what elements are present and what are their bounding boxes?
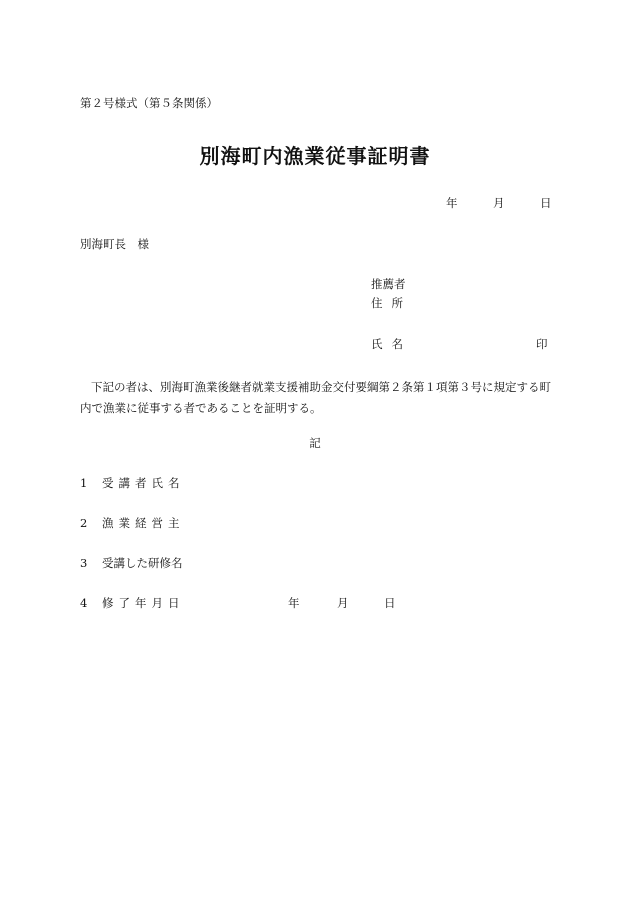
item-label-trainee-name: 受講者氏名	[102, 476, 185, 490]
seal-label: 印	[536, 337, 548, 351]
document-title: 別海町内漁業従事証明書	[199, 144, 431, 168]
completion-month-label: 月	[337, 596, 349, 610]
list-item	[80, 558, 183, 570]
item-label-completion-date: 修了年月日	[102, 596, 185, 610]
item-number: 2	[80, 516, 88, 530]
certification-body-text: 下記の者は、別海町漁業後継者就業支援補助金交付要綱第２条第１項第３号に規定する町内で漁業に従事する者であることを証明する。	[80, 380, 551, 415]
recommender-name-label: 氏名	[371, 337, 412, 351]
addressee: 別海町長 様	[80, 237, 149, 251]
completion-year-label: 年	[288, 596, 300, 610]
list-item	[80, 478, 185, 490]
date-year-label: 年	[446, 196, 458, 210]
item-label-training-name: 受講した研修名	[102, 556, 183, 570]
recommender-address-label: 住所	[371, 296, 412, 310]
list-item	[80, 598, 185, 610]
list-item	[80, 518, 185, 530]
item-number: 4	[80, 596, 88, 610]
recommender-label: 推薦者	[371, 277, 406, 291]
item-label-fishery-manager: 漁業経営主	[102, 516, 185, 530]
date-month-label: 月	[493, 196, 505, 210]
item-number: 1	[80, 476, 88, 490]
completion-day-label: 日	[384, 596, 396, 610]
date-day-label: 日	[540, 196, 552, 210]
item-number: 3	[80, 556, 88, 570]
ki-heading: 記	[309, 436, 321, 450]
form-number: 第２号様式（第５条関係）	[80, 96, 218, 110]
